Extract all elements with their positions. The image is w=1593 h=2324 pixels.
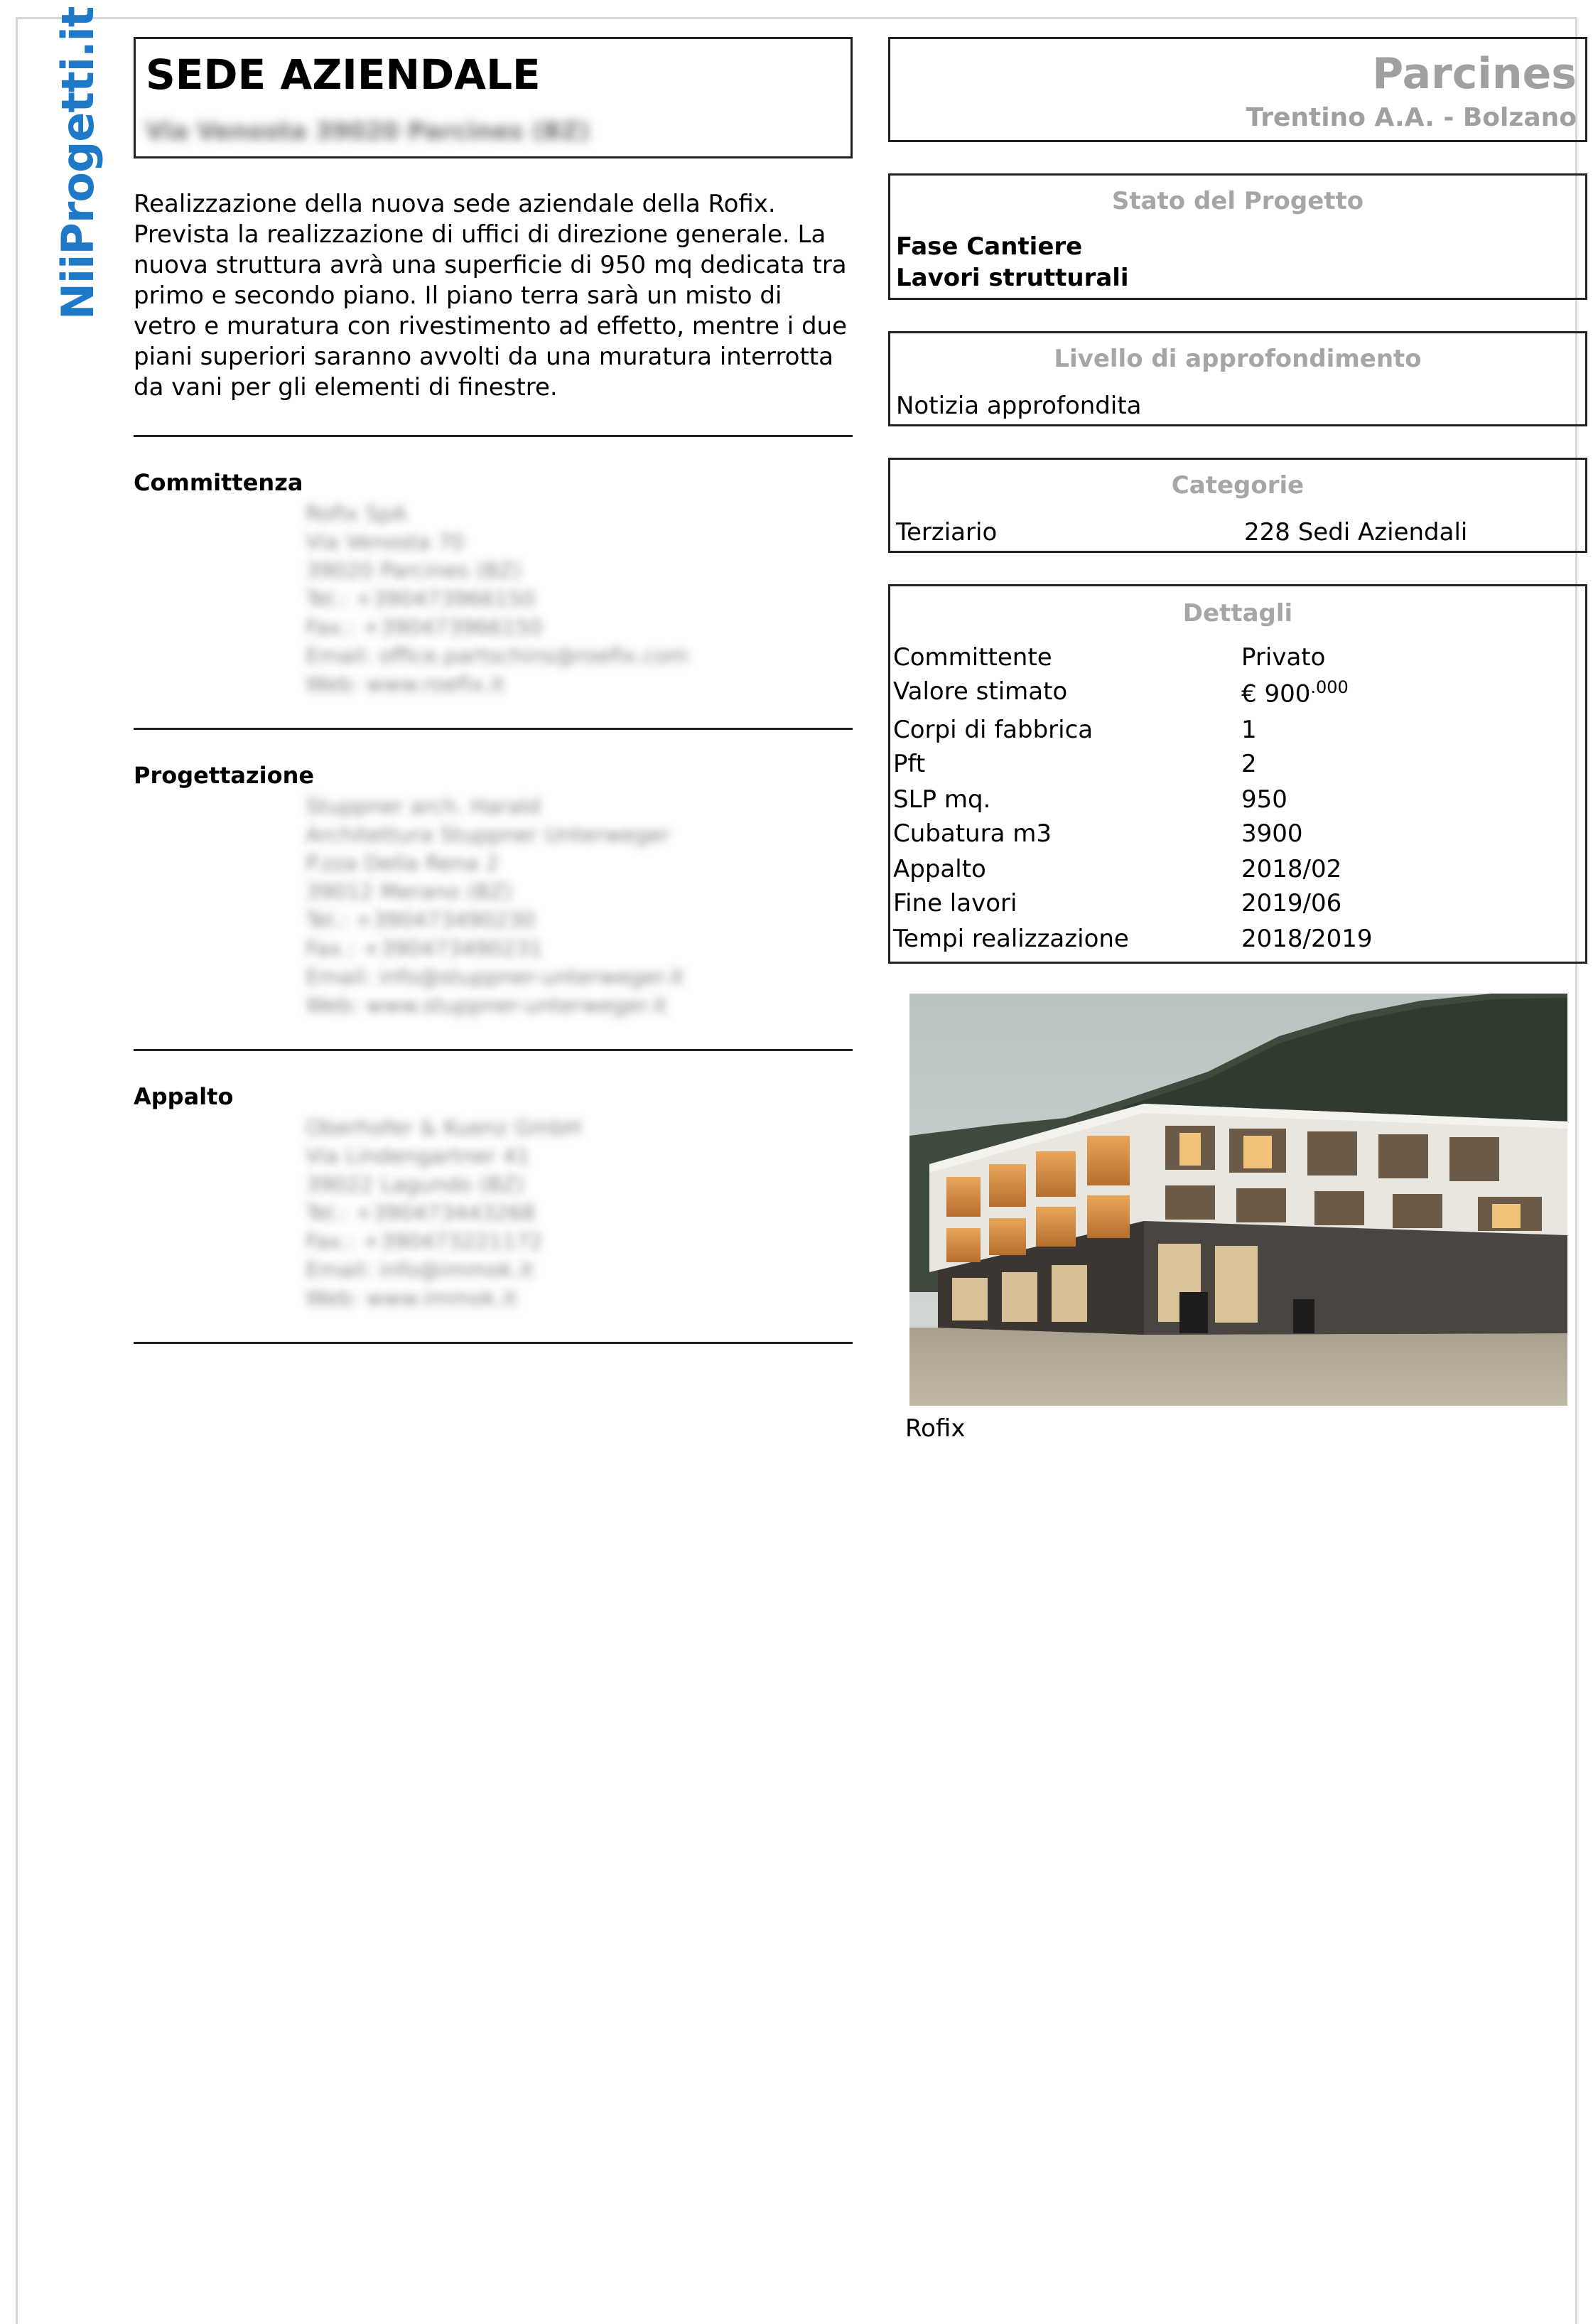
- contact-line: Web: www.immok.it: [306, 1286, 517, 1311]
- contact-line: Tel.: +390473490230: [306, 908, 536, 933]
- subcategory-value: 228 Sedi Aziendali: [1244, 518, 1468, 547]
- detail-label: Appalto: [893, 855, 986, 883]
- detail-value: 2018/02: [1241, 855, 1342, 883]
- contact-line: P.zza Della Rena 2: [306, 851, 500, 876]
- detail-value: 2019/06: [1241, 889, 1342, 918]
- detail-label: Corpi di fabbrica: [893, 716, 1094, 744]
- logo-text: NiiProgetti.it: [52, 6, 104, 320]
- livello-box: [888, 331, 1587, 426]
- contact-line: Fax.: +390473221172: [306, 1230, 543, 1254]
- contact-line: Tel.: +390473966150: [306, 587, 536, 612]
- divider: [134, 435, 853, 437]
- detail-label: Fine lavori: [893, 889, 1017, 918]
- contact-line: 39012 Merano (BZ): [306, 880, 513, 905]
- detail-value-stimato: [1241, 677, 1349, 708]
- detail-value: 950: [1241, 785, 1287, 814]
- contact-line: Fax.: +390473966150: [306, 615, 543, 640]
- niiprogetti-logo[interactable]: [50, 6, 107, 320]
- project-rendering[interactable]: [909, 994, 1567, 1406]
- divider: [134, 728, 853, 730]
- detail-value: 2018/2019: [1241, 925, 1373, 953]
- dettagli-heading: Dettagli: [1182, 599, 1293, 628]
- stato-box: [888, 173, 1587, 300]
- categorie-box: [888, 458, 1587, 553]
- livello-heading: Livello di approfondimento: [1054, 345, 1422, 373]
- contact-line: Stuppner arch. Harald: [306, 795, 541, 819]
- committenza-contact: [306, 500, 846, 699]
- detail-label: Cubatura m3: [893, 819, 1052, 848]
- stato-heading: Stato del Progetto: [1111, 187, 1364, 215]
- location-box: [888, 37, 1587, 142]
- committenza-label: Committenza: [134, 469, 303, 496]
- detail-value: € 900: [1241, 679, 1311, 709]
- contact-line: 39020 Parcines (BZ): [306, 559, 522, 583]
- divider: [134, 1049, 853, 1051]
- stato-work: Lavori strutturali: [896, 264, 1129, 292]
- detail-value: Privato: [1241, 643, 1326, 672]
- project-title-box: [134, 37, 853, 158]
- contact-line: Via Venosta 70: [306, 530, 465, 555]
- dettagli-box: [888, 584, 1587, 964]
- location-region: Trentino A.A. - Bolzano: [1246, 103, 1577, 132]
- category-value: Terziario: [896, 518, 998, 547]
- categorie-heading: Categorie: [1171, 471, 1305, 500]
- project-title: SEDE AZIENDALE: [146, 50, 541, 99]
- project-description: Realizzazione della nuova sede aziendale della Rofix. Prevista la realizzazione di uffici di direzione generale. La nuova struttura avrà una superficie di 950 mq dedicata tra primo e secondo piano. Il piano terra sarà un misto di vetro e muratura con rivestimento ad effetto, mentre i due piani superiori saranno avvolti da una muratura interrotta da vani per gli elementi di finestre.: [134, 190, 847, 402]
- contact-line: Web: www.roefix.it: [306, 672, 505, 697]
- detail-label: Tempi realizzazione: [893, 925, 1129, 953]
- contact-line: Fax.: +390473490231: [306, 937, 543, 962]
- contact-line: Email: office.partschins@roefix.com: [306, 644, 689, 669]
- stato-phase: Fase Cantiere: [896, 232, 1083, 261]
- divider: [134, 1342, 853, 1344]
- contact-line: 39022 Lagundo (BZ): [306, 1173, 525, 1198]
- contact-line: Via Lindengartner 41: [306, 1144, 530, 1169]
- livello-value: Notizia approfondita: [896, 392, 1142, 420]
- detail-value: 2: [1241, 750, 1257, 778]
- detail-value: 3900: [1241, 819, 1303, 848]
- detail-label: Committente: [893, 643, 1052, 672]
- appalto-label: Appalto: [134, 1083, 234, 1110]
- progettazione-contact: [306, 793, 846, 1021]
- contact-line: Architettura Stuppner Unterweger: [306, 823, 670, 848]
- rendering-illustration: [909, 994, 1567, 1406]
- contact-line: Email: info@stuppner-unterweger.it: [306, 965, 684, 990]
- contact-line: Tel.: +390473443268: [306, 1201, 536, 1226]
- contact-line: Oberhofer & Kuenz GmbH: [306, 1116, 582, 1141]
- detail-label: Pft: [893, 750, 926, 778]
- location-city: Parcines: [1372, 49, 1577, 99]
- contact-line: Email: info@immok.it: [306, 1258, 534, 1283]
- detail-value: 1: [1241, 716, 1257, 744]
- appalto-contact: [306, 1114, 846, 1313]
- contact-line: Web: www.stuppner-unterweger.it: [306, 994, 667, 1018]
- detail-label: SLP mq.: [893, 785, 991, 814]
- contact-line: Rofix SpA: [306, 502, 407, 527]
- detail-value-sup: .000: [1310, 677, 1349, 697]
- detail-label: Valore stimato: [893, 677, 1068, 706]
- progettazione-label: Progettazione: [134, 762, 315, 789]
- project-address: Via Venosta 39020 Parcines (BZ): [146, 117, 590, 146]
- image-caption: Rofix: [905, 1414, 966, 1443]
